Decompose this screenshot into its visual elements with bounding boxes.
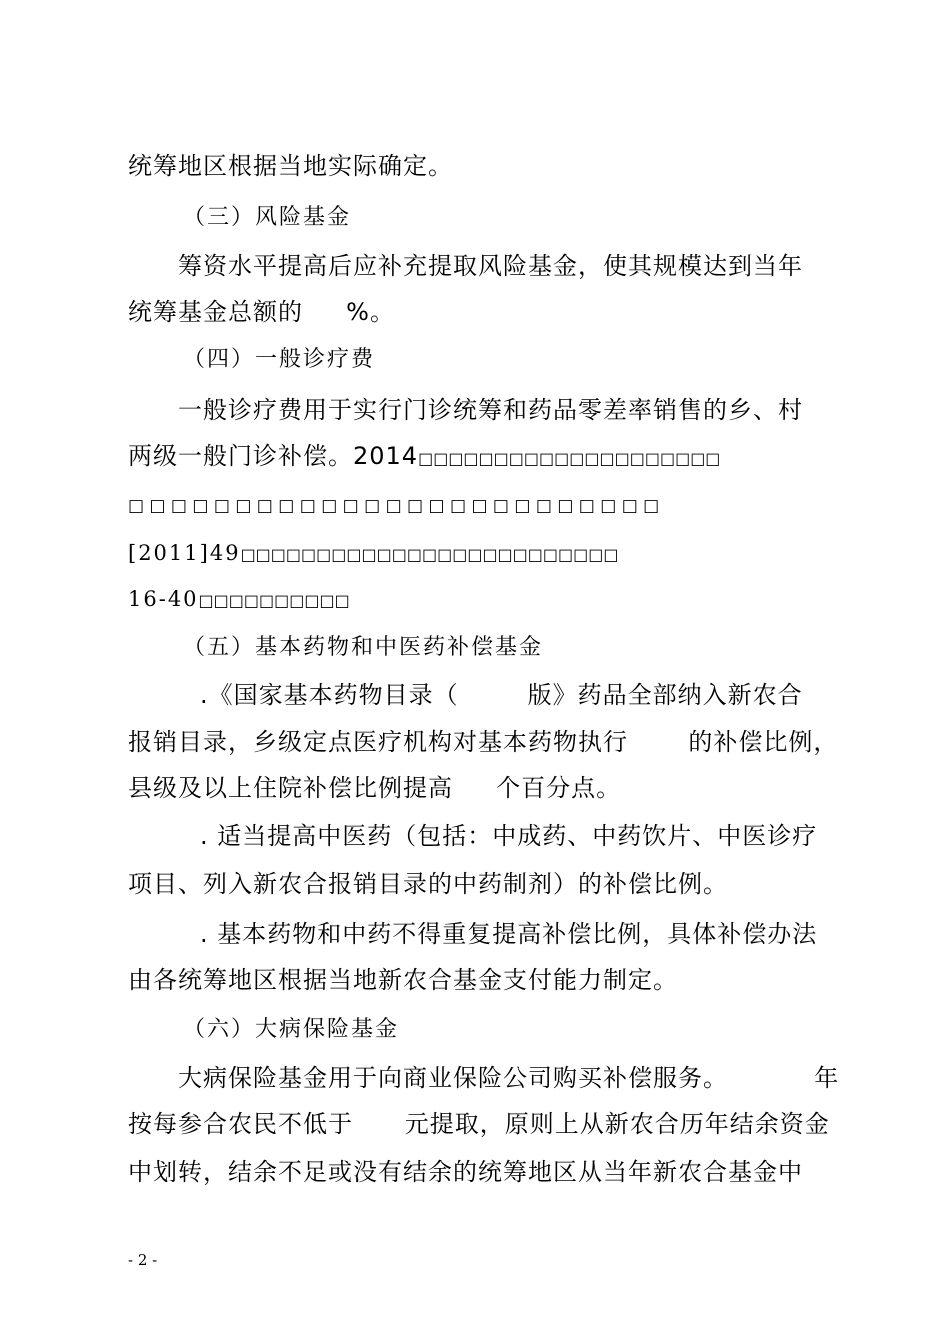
paragraph-text: 16-40 <box>128 587 199 611</box>
paragraph-line: . 适当提高中医药（包括：中成药、中药饮片、中医诊疗 <box>200 822 818 850</box>
section-heading-risk-fund: （三）风险基金 <box>183 205 352 230</box>
paragraph-line: .《国家基本药物目录（ 版》药品全部纳入新农合 <box>200 681 803 709</box>
paragraph-line <box>128 440 720 475</box>
paragraph-line: . 基本药物和中药不得重复提高补偿比例，具体补偿办法 <box>200 920 818 948</box>
paragraph-line: 大病保险基金用于向商业保险公司购买补偿服务。 年 <box>178 1064 840 1092</box>
paragraph-line <box>128 583 350 617</box>
paragraph-line: 由各统筹地区根据当地新农合基金支付能力制定。 <box>128 966 678 994</box>
missing-glyph-line: □ □ □ □ □ □ □ □ □ □ □ □ □ □ □ □ □ □ □ □ □ □ □ □ □ <box>128 496 660 516</box>
paragraph-text: [2011]49 <box>128 541 241 565</box>
paragraph-line: 统筹基金总额的 %。 <box>128 298 395 326</box>
section-heading-critical-illness-fund: （六）大病保险基金 <box>183 1017 400 1042</box>
paragraph-line <box>128 537 619 571</box>
missing-glyph-text: □□□□□□□□□□□□□□□□□□□□ <box>418 449 721 468</box>
missing-glyph-text: □□□□□□□□□□ <box>198 591 350 610</box>
paragraph-line: 按每参合农民不低于 元提取，原则上从新农合历年结余资金 <box>128 1110 830 1138</box>
paragraph-line: 中划转，结余不足或没有结余的统筹地区从当年新农合基金中 <box>128 1158 803 1186</box>
paragraph-line: 筹资水平提高后应补充提取风险基金，使其规模达到当年 <box>178 252 803 280</box>
paragraph-line: 一般诊疗费用于实行门诊统筹和药品零差率销售的乡、村 <box>178 396 803 424</box>
missing-glyph-text: □□□□□□□□□□□□□□□□□□□□□□□□□ <box>240 545 619 564</box>
paragraph-line: 项目、列入新农合报销目录的中药制剂）的补偿比例。 <box>128 870 728 898</box>
page-number: - 2 - <box>128 1251 158 1269</box>
section-heading-general-diagnosis-fee: （四）一般诊疗费 <box>183 347 376 372</box>
section-heading-essential-drugs-fund: （五）基本药物和中医药补偿基金 <box>183 635 544 660</box>
paragraph-line: 县级及以上住院补偿比例提高 个百分点。 <box>128 774 622 802</box>
paragraph-line: 统筹地区根据当地实际确定。 <box>128 152 453 180</box>
paragraph-line: 报销目录，乡级定点医疗机构对基本药物执行 的补偿比例， <box>128 728 839 756</box>
paragraph-text: 两级一般门诊补偿。2014 <box>128 442 419 470</box>
